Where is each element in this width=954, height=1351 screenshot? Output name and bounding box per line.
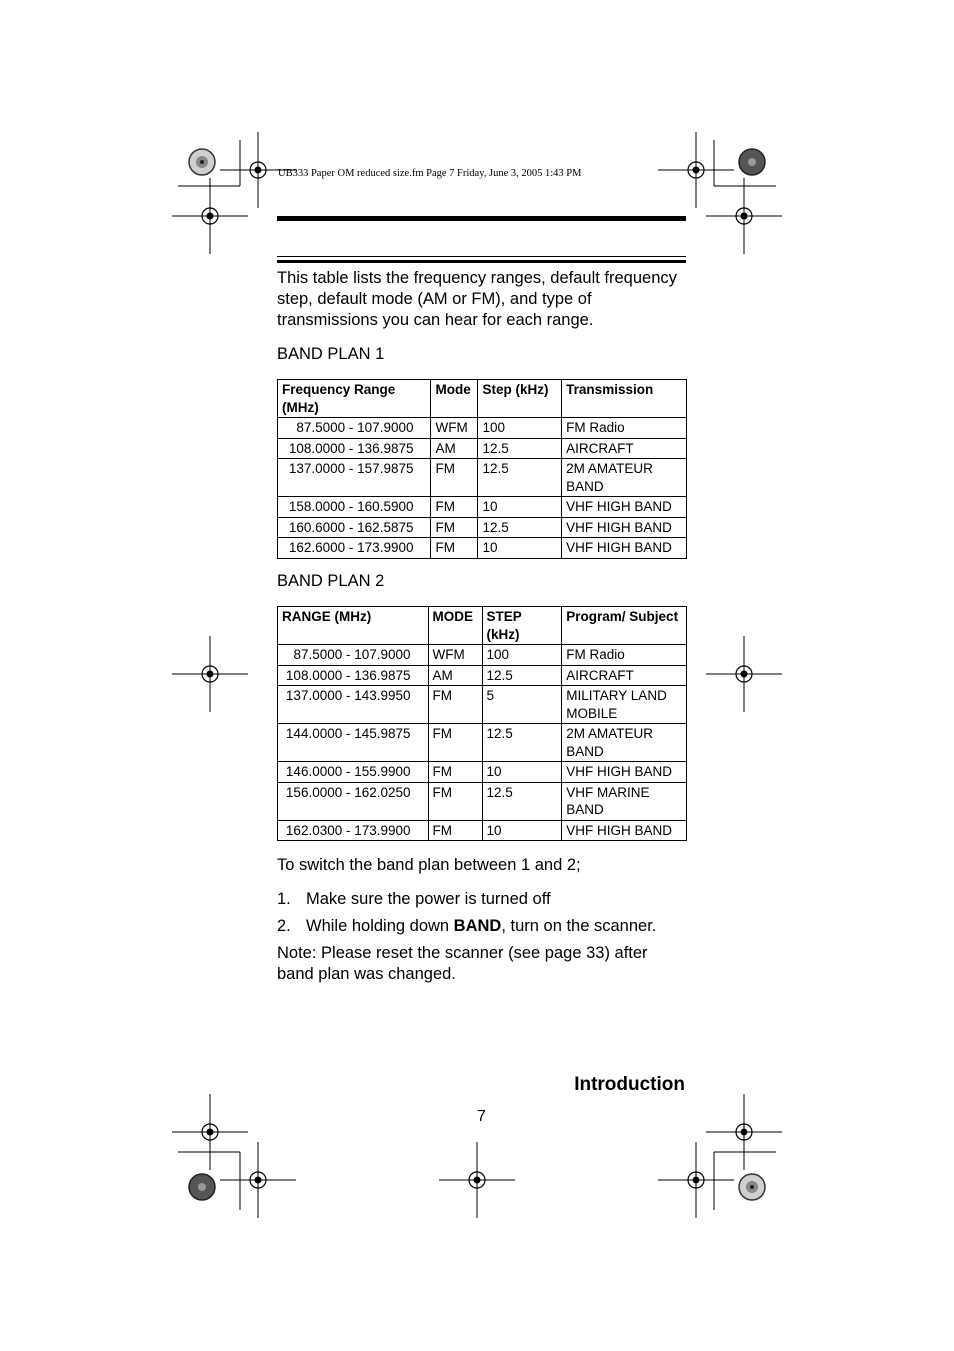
band-plan-2-heading: BAND PLAN 2 <box>277 572 385 590</box>
cell-subject: 2M AMATEUR BAND <box>562 724 687 762</box>
cell-mode: FM <box>431 538 478 559</box>
cell-transmission: FM Radio <box>562 418 687 439</box>
cell-subject: AIRCRAFT <box>562 665 687 686</box>
cell-step: 12.5 <box>482 724 562 762</box>
cell-step: 100 <box>482 645 562 666</box>
cell-subject: VHF MARINE BAND <box>562 782 687 820</box>
cell-transmission: 2M AMATEUR BAND <box>562 459 687 497</box>
cell-step: 12.5 <box>482 665 562 686</box>
cell-mode: AM <box>431 438 478 459</box>
cell-range: 146.0000 - 155.9900 <box>278 762 429 783</box>
cell-subject: MILITARY LAND MOBILE <box>562 686 687 724</box>
table-header-row <box>278 607 687 645</box>
cell-transmission: VHF HIGH BAND <box>562 497 687 518</box>
section-title: Introduction <box>574 1074 685 1095</box>
col-header-step: STEP (kHz) <box>482 607 562 645</box>
table-row <box>278 517 687 538</box>
cell-range: 87.5000 - 107.9000 <box>278 418 431 439</box>
cell-range: 144.0000 - 145.9875 <box>278 724 429 762</box>
col-header-range: Frequency Range (MHz) <box>278 380 431 418</box>
table-row <box>278 665 687 686</box>
table-row <box>278 782 687 820</box>
cell-range: 156.0000 - 162.0250 <box>278 782 429 820</box>
cell-transmission: VHF HIGH BAND <box>562 517 687 538</box>
switch-instructions: To switch the band plan between 1 and 2; <box>277 856 581 874</box>
table-row <box>278 645 687 666</box>
cell-range: 160.6000 - 162.5875 <box>278 517 431 538</box>
cell-subject: FM Radio <box>562 645 687 666</box>
cell-range: 87.5000 - 107.9000 <box>278 645 429 666</box>
cell-range: 137.0000 - 157.9875 <box>278 459 431 497</box>
col-header-transmission: Transmission <box>562 380 687 418</box>
cell-subject: VHF HIGH BAND <box>562 820 687 841</box>
cell-mode: AM <box>428 665 482 686</box>
cell-mode: WFM <box>431 418 478 439</box>
cell-mode: FM <box>428 820 482 841</box>
header-thin-rule-2 <box>277 260 686 263</box>
cell-mode: FM <box>428 762 482 783</box>
cell-mode: FM <box>428 724 482 762</box>
header-thick-rule <box>277 216 686 221</box>
cell-step: 10 <box>478 538 562 559</box>
cell-mode: FM <box>428 686 482 724</box>
col-header-range: RANGE (MHz) <box>278 607 429 645</box>
cell-range: 162.0300 - 173.9900 <box>278 820 429 841</box>
cell-step: 12.5 <box>482 782 562 820</box>
cell-step: 10 <box>482 762 562 783</box>
table-row <box>278 438 687 459</box>
col-header-mode: MODE <box>428 607 482 645</box>
cell-range: 162.6000 - 173.9900 <box>278 538 431 559</box>
col-header-step: Step (kHz) <box>478 380 562 418</box>
table-row <box>278 724 687 762</box>
intro-paragraph: This table lists the frequency ranges, default frequency step, default mode (AM or FM), and type of transmissions you can hear for each range. <box>277 269 677 329</box>
cell-step: 5 <box>482 686 562 724</box>
cell-step: 10 <box>478 497 562 518</box>
step-text-post: , turn on the scanner. <box>501 917 657 935</box>
header-thin-rule <box>277 256 686 257</box>
cell-range: 108.0000 - 136.9875 <box>278 665 429 686</box>
cell-transmission: AIRCRAFT <box>562 438 687 459</box>
note-paragraph: Note: Please reset the scanner (see page 33) after band plan was changed. <box>277 944 648 983</box>
col-header-program-subject: Program/ Subject <box>562 607 687 645</box>
cell-mode: FM <box>428 782 482 820</box>
cell-range: 137.0000 - 143.9950 <box>278 686 429 724</box>
table-row <box>278 497 687 518</box>
band-plan-2-table <box>277 606 687 841</box>
band-plan-1-heading: BAND PLAN 1 <box>277 345 385 363</box>
cell-mode: FM <box>431 517 478 538</box>
table-row <box>278 762 687 783</box>
step-2 <box>277 916 697 937</box>
table-row <box>278 459 687 497</box>
step-text-pre: While holding down <box>306 917 454 935</box>
cell-step: 100 <box>478 418 562 439</box>
band-plan-1-table <box>277 379 687 559</box>
cell-range: 158.0000 - 160.5900 <box>278 497 431 518</box>
step-text: Make sure the power is turned off <box>306 890 551 908</box>
cell-step: 12.5 <box>478 438 562 459</box>
cell-mode: FM <box>431 459 478 497</box>
cell-step: 12.5 <box>478 517 562 538</box>
table-row <box>278 820 687 841</box>
cell-transmission: VHF HIGH BAND <box>562 538 687 559</box>
step-1 <box>277 889 697 910</box>
cell-mode: FM <box>431 497 478 518</box>
file-info-header: UB333 Paper OM reduced size.fm Page 7 Friday, June 3, 2005 1:43 PM <box>278 168 582 179</box>
cell-subject: VHF HIGH BAND <box>562 762 687 783</box>
cell-range: 108.0000 - 136.9875 <box>278 438 431 459</box>
page-number: 7 <box>477 1108 486 1125</box>
cell-step: 12.5 <box>478 459 562 497</box>
step-number: 2. <box>277 917 291 935</box>
table-header-row <box>278 380 687 418</box>
step-band-key: BAND <box>453 917 502 935</box>
table-row <box>278 686 687 724</box>
table-row <box>278 418 687 439</box>
step-number: 1. <box>277 890 291 908</box>
col-header-mode: Mode <box>431 380 478 418</box>
table-row <box>278 538 687 559</box>
cell-step: 10 <box>482 820 562 841</box>
cell-mode: WFM <box>428 645 482 666</box>
